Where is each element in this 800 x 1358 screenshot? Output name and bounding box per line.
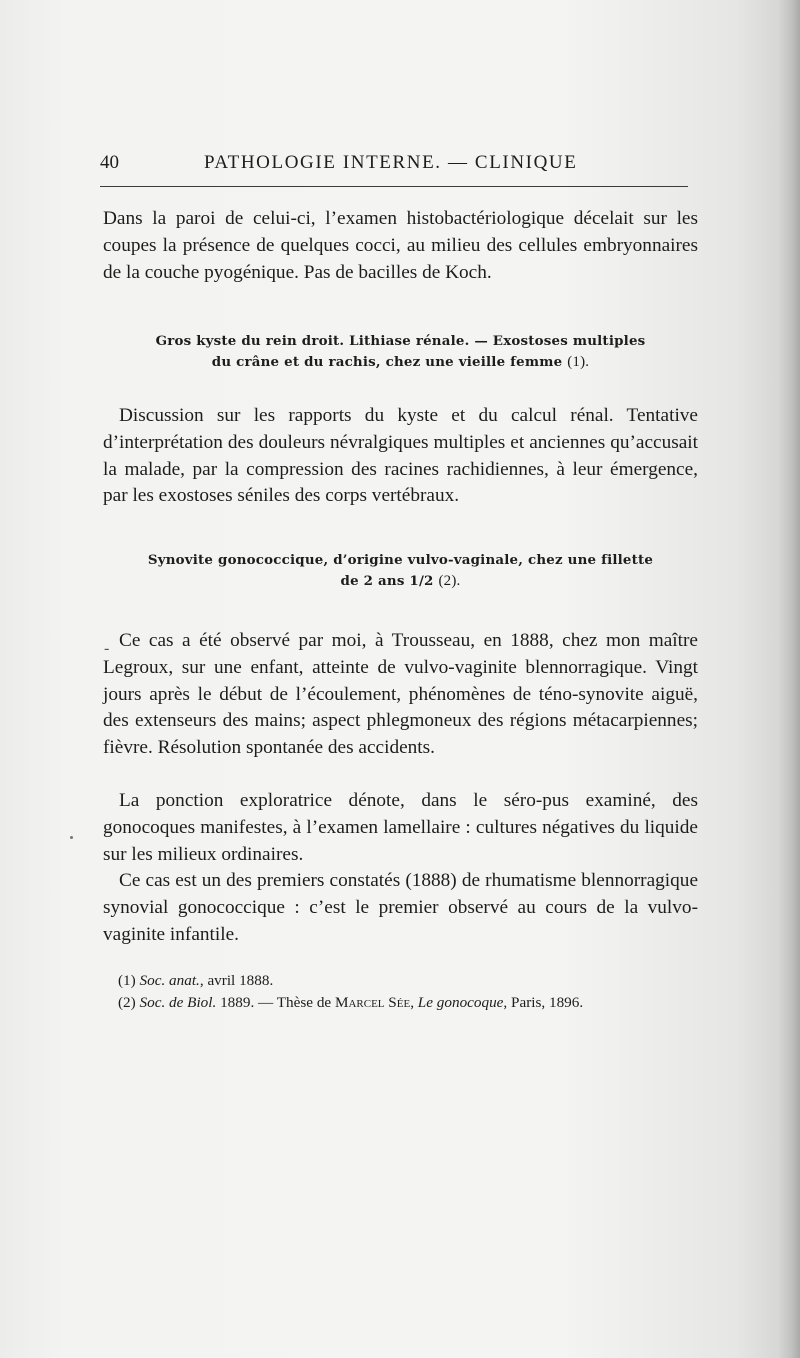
- footnote-1: [118, 970, 703, 992]
- paragraph-discussion: Discussion sur les rapports du kyste et du calcul rénal. Tentative d’interprétation des douleurs névralgiques multiples et anciennes qu’accusait la malade, par la compression des racines rachidiennes, à leur émergence, par les exostoses séniles des corps vertébraux.: [103, 405, 698, 507]
- footnote-separator: ,: [410, 993, 418, 1011]
- footnote-author: Marcel Sée: [334, 993, 411, 1011]
- footnote-number: (2): [118, 993, 136, 1011]
- paragraph-ponction: La ponction exploratrice dénote, dans le séro-pus examiné, des gonocoques manifestes, à l’examen lamellaire : cultures négatives du liquide sur les milieux ordinaires.: [103, 790, 698, 865]
- footnote-number: (1): [118, 972, 136, 989]
- paragraph-continuation: Dans la paroi de celui-ci, l’examen histobactériologique décelait sur les coupes la présence de quelques cocci, au milieu des cellules embryonnaires de la couche pyogénique. Pas de bacilles de Koch.: [103, 208, 698, 283]
- running-header: [100, 148, 700, 178]
- header-rule: [100, 186, 688, 187]
- page-edge-shadow: [778, 0, 800, 1358]
- section-heading-line-2: du crâne et du rachis, chez une vieille femme: [211, 354, 563, 370]
- section-heading-line-1: Gros kyste du rein droit. Lithiase rénale. — Exostoses multiples: [155, 333, 646, 349]
- page-number: 40: [100, 152, 119, 173]
- section-heading-kyste: [103, 331, 698, 373]
- footnote-2: [118, 992, 703, 1014]
- footnote-source: Soc. anat.: [139, 972, 200, 989]
- paper-speck: [70, 836, 73, 839]
- footnote-ref: (2).: [438, 573, 461, 589]
- footnote-text: 1889. — Thèse de: [216, 993, 335, 1011]
- section-heading-line-1: Synovite gonococcique, d’origine vulvo-vaginale, chez une fillette: [147, 552, 654, 568]
- running-title: PATHOLOGIE INTERNE. — CLINIQUE: [204, 152, 578, 173]
- footnote-work: Le gonocoque: [417, 993, 504, 1011]
- footnotes: [118, 970, 703, 1013]
- section-heading-synovite: [103, 550, 698, 592]
- paragraph-case: Ce cas a été observé par moi, à Trousseau, en 1888, chez mon maître Legroux, sur une enfant, atteinte de vulvo-vaginite blennorragique. Vingt jours après le début de l’écoulement, phénomènes de téno-synovite aiguë, des extenseurs des mains; aspect phlegmoneux des régions métacarpiennes; fièvre. Résolution spontanée des accidents.: [103, 630, 698, 759]
- footnote-source: Soc. de Biol.: [139, 993, 217, 1011]
- margin-mark: -: [104, 640, 110, 657]
- paragraph-conclusion: Ce cas est un des premiers constatés (1888) de rhumatisme blennorragique synovial gonococcique : c’est le premier observé au cours de la vulvo-vaginite infantile.: [103, 870, 698, 945]
- section-heading-line-2: de 2 ans 1/2: [340, 573, 434, 589]
- footnote-text-end: , Paris, 1896.: [503, 993, 584, 1011]
- footnote-date: , avril 1888.: [199, 972, 274, 989]
- footnote-ref: (1).: [567, 354, 590, 370]
